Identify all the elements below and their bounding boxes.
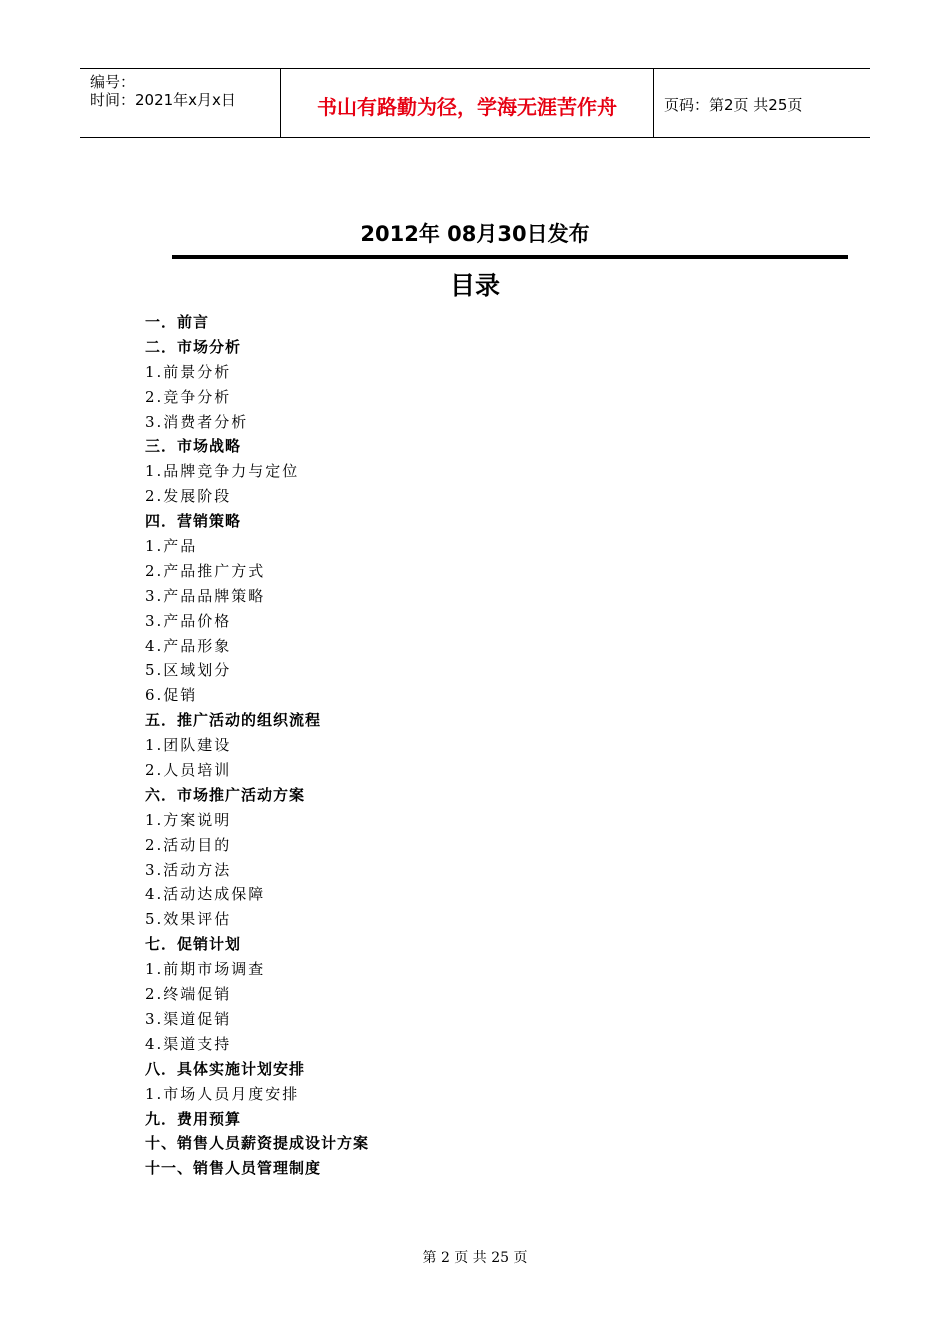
header-meta-cell	[80, 69, 281, 137]
page-footer: 第 2 页 共 25 页	[422, 1250, 528, 1266]
toc-section-heading: 二．市场分析	[145, 337, 242, 356]
toc-section-heading: 九．费用预算	[145, 1109, 242, 1128]
toc-section-heading: 十一、销售人员管理制度	[145, 1159, 322, 1178]
toc-section-heading: 八．具体实施计划安排	[145, 1059, 306, 1078]
toc-entry: 1.品牌竞争力与定位	[145, 462, 300, 481]
toc-section-heading: 六．市场推广活动方案	[145, 785, 306, 804]
toc-entry: 4.产品形象	[145, 636, 232, 655]
toc-entry: 2.终端促销	[145, 985, 232, 1004]
toc-entry: 1.市场人员月度安排	[145, 1084, 300, 1103]
toc-entry: 1.产品	[145, 537, 198, 556]
document-number-label: 编号：	[90, 73, 136, 91]
toc-entry: 2.活动目的	[145, 835, 232, 854]
toc-entry: 4.渠道支持	[145, 1034, 232, 1053]
toc-section-heading: 十、销售人员薪资提成设计方案	[145, 1134, 370, 1153]
toc-entry: 3.消费者分析	[145, 412, 249, 431]
toc-entry: 6.促销	[145, 686, 198, 705]
toc-entry: 3.产品品牌策略	[145, 586, 266, 605]
toc-entry: 4.活动达成保障	[145, 885, 266, 904]
heading-rule	[172, 255, 848, 259]
toc-entry: 3.产品价格	[145, 611, 232, 630]
toc-title: 目录	[449, 271, 500, 300]
toc-entry: 2.人员培训	[145, 761, 232, 780]
toc-entry: 2.产品推广方式	[145, 561, 266, 580]
toc-entry: 1.前期市场调查	[145, 960, 266, 979]
toc-entry: 1.团队建设	[145, 736, 232, 755]
toc-section-heading: 一．前言	[145, 313, 210, 331]
header-motto: 书山有路勤为径，学海无涯苦作舟	[317, 95, 617, 119]
toc-entry: 2.发展阶段	[145, 487, 232, 506]
toc-entry: 3.活动方法	[145, 860, 232, 879]
toc-entry: 1.前景分析	[145, 362, 232, 381]
header-motto-cell	[281, 69, 654, 137]
toc-entry: 1.方案说明	[145, 810, 232, 829]
toc-section-heading: 三．市场战略	[145, 437, 242, 456]
document-time-label: 时间：2021年x月x日	[90, 91, 236, 109]
toc-entry: 5.区域划分	[145, 661, 232, 680]
toc-section-heading: 七．促销计划	[145, 935, 242, 954]
toc-section-heading: 四．营销策略	[145, 512, 242, 531]
table-of-contents	[145, 310, 369, 1181]
header-page-cell	[654, 69, 870, 137]
toc-entry: 2.竞争分析	[145, 387, 232, 406]
header-page-info: 页码：第2页 共25页	[664, 96, 803, 114]
toc-entry: 3.渠道促销	[145, 1009, 232, 1028]
document-header-table	[80, 68, 870, 138]
toc-entry: 5.效果评估	[145, 910, 232, 929]
release-date: 2012年 08月30日发布	[360, 222, 590, 246]
toc-section-heading: 五．推广活动的组织流程	[145, 711, 322, 730]
